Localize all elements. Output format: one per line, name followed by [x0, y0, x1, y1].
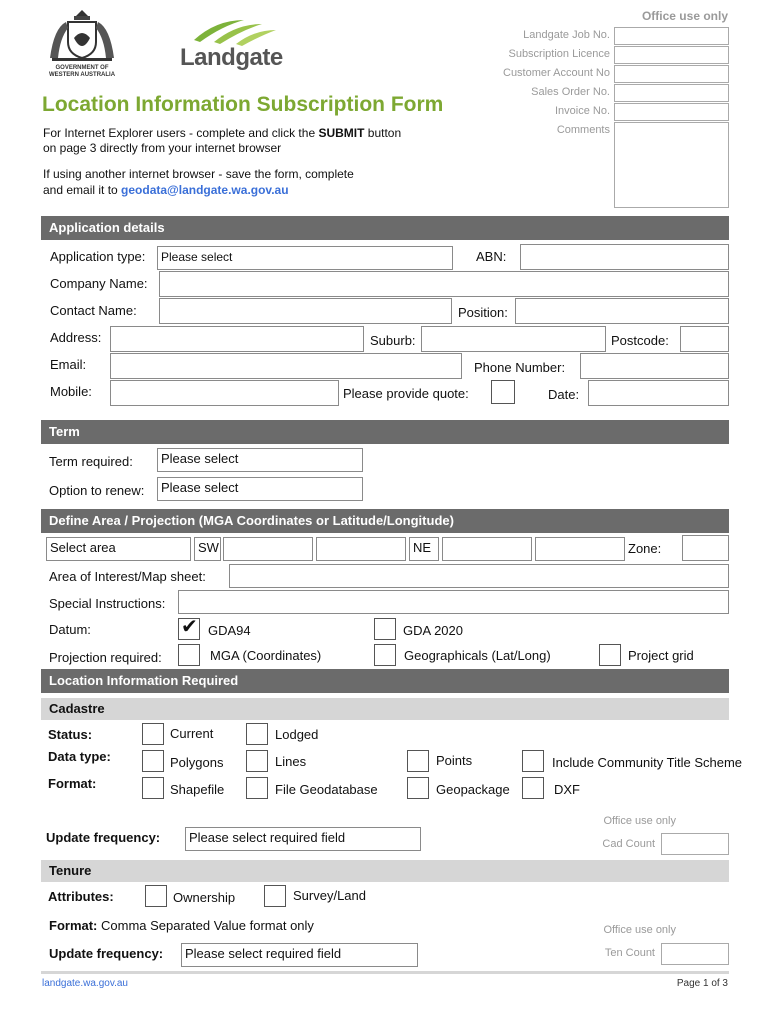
abn-input[interactable] — [520, 244, 729, 270]
subsection-tenure: Tenure — [41, 860, 729, 882]
option-to-renew-label: Option to renew: — [49, 483, 145, 498]
gov-text-line1: GOVERNMENT OF — [55, 65, 109, 71]
gda94-label: GDA94 — [208, 623, 251, 638]
special-instructions-label: Special Instructions: — [49, 596, 166, 611]
survey-land-label: Survey/Land — [293, 888, 366, 903]
office-use-ten-label: Office use only — [603, 924, 676, 936]
project-grid-label: Project grid — [628, 648, 694, 663]
update-frequency-value: Please select required field — [189, 830, 346, 845]
email-input[interactable] — [110, 353, 462, 379]
ne-coordinate-y[interactable] — [535, 537, 625, 561]
sw-coordinate-y[interactable] — [316, 537, 406, 561]
landgate-swoosh-icon — [180, 16, 290, 46]
lines-label: Lines — [275, 754, 307, 769]
lines-checkbox[interactable] — [246, 750, 268, 772]
page-title: Location Information Subscription Form — [42, 93, 444, 116]
subsection-cadastre: Cadastre — [41, 698, 729, 720]
data-type-label: Data type: — [48, 749, 111, 764]
gda2020-checkbox[interactable] — [374, 618, 396, 640]
office-label-account: Customer Account No — [503, 67, 610, 79]
tenure-format-line — [49, 918, 314, 933]
intro-line-2: on page 3 directly from your internet browser — [43, 141, 282, 155]
footer-page-number: Page 1 of 3 — [676, 978, 728, 989]
address-input[interactable] — [110, 326, 364, 352]
sw-coordinate-x[interactable] — [223, 537, 313, 561]
section-location-information: Location Information Required — [41, 669, 729, 693]
geopackage-checkbox[interactable] — [407, 777, 429, 799]
community-title-checkbox[interactable] — [522, 750, 544, 772]
shapefile-checkbox[interactable] — [142, 777, 164, 799]
application-type-label: Application type: — [50, 249, 146, 264]
office-label-licence: Subscription Licence — [508, 48, 610, 60]
office-input-sales[interactable] — [614, 84, 729, 102]
office-input-job[interactable] — [614, 27, 729, 45]
update-frequency-label: Update frequency: — [46, 830, 161, 845]
office-input-licence[interactable] — [614, 46, 729, 64]
option-to-renew-select[interactable] — [157, 477, 363, 501]
provide-quote-checkbox[interactable] — [491, 380, 515, 404]
zone-input[interactable] — [682, 535, 729, 561]
office-input-account[interactable] — [614, 65, 729, 83]
address-label: Address: — [50, 330, 102, 345]
mobile-input[interactable] — [110, 380, 339, 406]
current-label: Current — [170, 726, 214, 741]
update-frequency-value-2: Please select required field — [185, 946, 342, 961]
geopackage-label: Geopackage — [436, 782, 510, 797]
dxf-label: DXF — [554, 782, 580, 797]
office-label-job: Landgate Job No. — [523, 29, 610, 41]
suburb-input[interactable] — [421, 326, 606, 352]
postcode-input[interactable] — [680, 326, 729, 352]
application-type-value: Please select — [161, 250, 233, 264]
office-label-comments: Comments — [556, 124, 610, 136]
suburb-label: Suburb: — [370, 333, 416, 348]
ne-label: NE — [413, 540, 432, 555]
select-area-value: Select area — [50, 540, 116, 555]
ne-coordinate-x[interactable] — [442, 537, 532, 561]
geographicals-checkbox[interactable] — [374, 644, 396, 666]
application-type-select[interactable] — [157, 246, 453, 270]
status-label: Status: — [48, 727, 93, 742]
office-label-invoice: Invoice No. — [554, 105, 610, 117]
special-instructions-input[interactable] — [178, 590, 729, 614]
term-required-value: Please select — [161, 451, 239, 466]
shapefile-label: Shapefile — [170, 782, 225, 797]
term-required-label: Term required: — [49, 454, 133, 469]
area-of-interest-label: Area of Interest/Map sheet: — [49, 569, 206, 584]
area-of-interest-input[interactable] — [229, 564, 729, 588]
ne-field — [409, 537, 439, 561]
wa-government-crest — [44, 8, 120, 64]
ownership-label: Ownership — [173, 890, 236, 905]
mobile-label: Mobile: — [50, 384, 92, 399]
mga-checkbox[interactable] — [178, 644, 200, 666]
gov-text-line2: WESTERN AUSTRALIA — [48, 72, 116, 78]
survey-land-checkbox[interactable] — [264, 885, 286, 907]
term-required-select[interactable] — [157, 448, 363, 472]
office-label-sales: Sales Order No. — [531, 86, 610, 98]
format-label: Format: — [48, 776, 97, 791]
contact-name-input[interactable] — [159, 298, 452, 324]
gda94-checkbox[interactable] — [178, 618, 200, 640]
ten-count-input[interactable] — [661, 943, 729, 965]
contact-name-label: Contact Name: — [50, 303, 137, 318]
option-to-renew-value: Please select — [161, 480, 239, 495]
landgate-wordmark: Landgate — [180, 44, 283, 71]
provide-quote-label: Please provide quote: — [343, 386, 469, 401]
geographicals-label: Geographicals (Lat/Long) — [404, 648, 551, 663]
tenure-format-bold: Format: — [49, 918, 98, 933]
company-name-label: Company Name: — [50, 276, 148, 291]
date-label: Date: — [548, 387, 580, 402]
abn-label: ABN: — [476, 249, 507, 264]
position-label: Position: — [458, 305, 508, 320]
position-input[interactable] — [515, 298, 729, 324]
date-input[interactable] — [588, 380, 729, 406]
section-application-details: Application details — [41, 216, 729, 240]
points-label: Points — [436, 753, 473, 768]
gda2020-label: GDA 2020 — [403, 623, 463, 638]
lodged-label: Lodged — [275, 727, 319, 742]
tenure-format-text: Comma Separated Value format only — [97, 918, 314, 933]
section-term: Term — [41, 420, 729, 444]
project-grid-checkbox[interactable] — [599, 644, 621, 666]
intro-line-3: If using another internet browser - save the form, complete — [43, 167, 354, 181]
landgate-logo — [180, 16, 290, 76]
projection-required-label: Projection required: — [49, 650, 162, 665]
zone-label: Zone: — [628, 541, 662, 556]
geodatabase-label: File Geodatabase — [275, 782, 378, 797]
office-input-invoice[interactable] — [614, 103, 729, 121]
attributes-label: Attributes: — [48, 889, 114, 904]
dxf-checkbox[interactable] — [522, 777, 544, 799]
office-use-cad-label: Office use only — [603, 815, 676, 827]
cad-count-label: Cad Count — [602, 838, 655, 850]
postcode-label: Postcode: — [611, 333, 669, 348]
email-link[interactable]: geodata@landgate.wa.gov.au — [121, 183, 289, 197]
intro-submit-bold: SUBMIT — [318, 126, 365, 140]
company-name-input[interactable] — [159, 271, 729, 297]
checkmark-icon: ✔ — [181, 616, 198, 638]
sw-label: SW — [198, 540, 219, 555]
footer-divider — [41, 971, 729, 974]
intro-line-4-pre: and email it to — [43, 183, 122, 197]
footer-url[interactable]: landgate.wa.gov.au — [42, 978, 128, 989]
cad-count-input[interactable] — [661, 833, 729, 855]
select-area-dropdown[interactable] — [46, 537, 191, 561]
update-frequency-select[interactable] — [185, 827, 421, 851]
community-title-label: Include Community Title Scheme — [552, 755, 743, 770]
crest-icon — [44, 8, 120, 64]
email-label: Email: — [50, 357, 87, 372]
intro-line-1-pre: For Internet Explorer users - complete and click the — [43, 126, 319, 140]
intro-line-1 — [43, 126, 401, 140]
intro-line-4 — [43, 183, 289, 197]
sw-field — [194, 537, 221, 561]
points-checkbox[interactable] — [407, 750, 429, 772]
update-frequency-select-2[interactable] — [181, 943, 418, 967]
office-use-heading: Office use only — [641, 9, 728, 23]
section-define-area: Define Area / Projection (MGA Coordinates or Latitude/Longitude) — [41, 509, 729, 533]
phone-number-input[interactable] — [580, 353, 729, 379]
polygons-label: Polygons — [170, 755, 224, 770]
office-input-comments[interactable] — [614, 122, 729, 208]
ownership-checkbox[interactable] — [145, 885, 167, 907]
current-checkbox[interactable] — [142, 723, 164, 745]
intro-line-1-post: button — [364, 126, 402, 140]
lodged-checkbox[interactable] — [246, 723, 268, 745]
datum-label: Datum: — [49, 622, 91, 637]
geodatabase-checkbox[interactable] — [246, 777, 268, 799]
phone-number-label: Phone Number: — [474, 360, 566, 375]
mga-label: MGA (Coordinates) — [210, 648, 322, 663]
ten-count-label: Ten Count — [604, 947, 655, 959]
polygons-checkbox[interactable] — [142, 750, 164, 772]
update-frequency-label-2: Update frequency: — [49, 946, 164, 961]
